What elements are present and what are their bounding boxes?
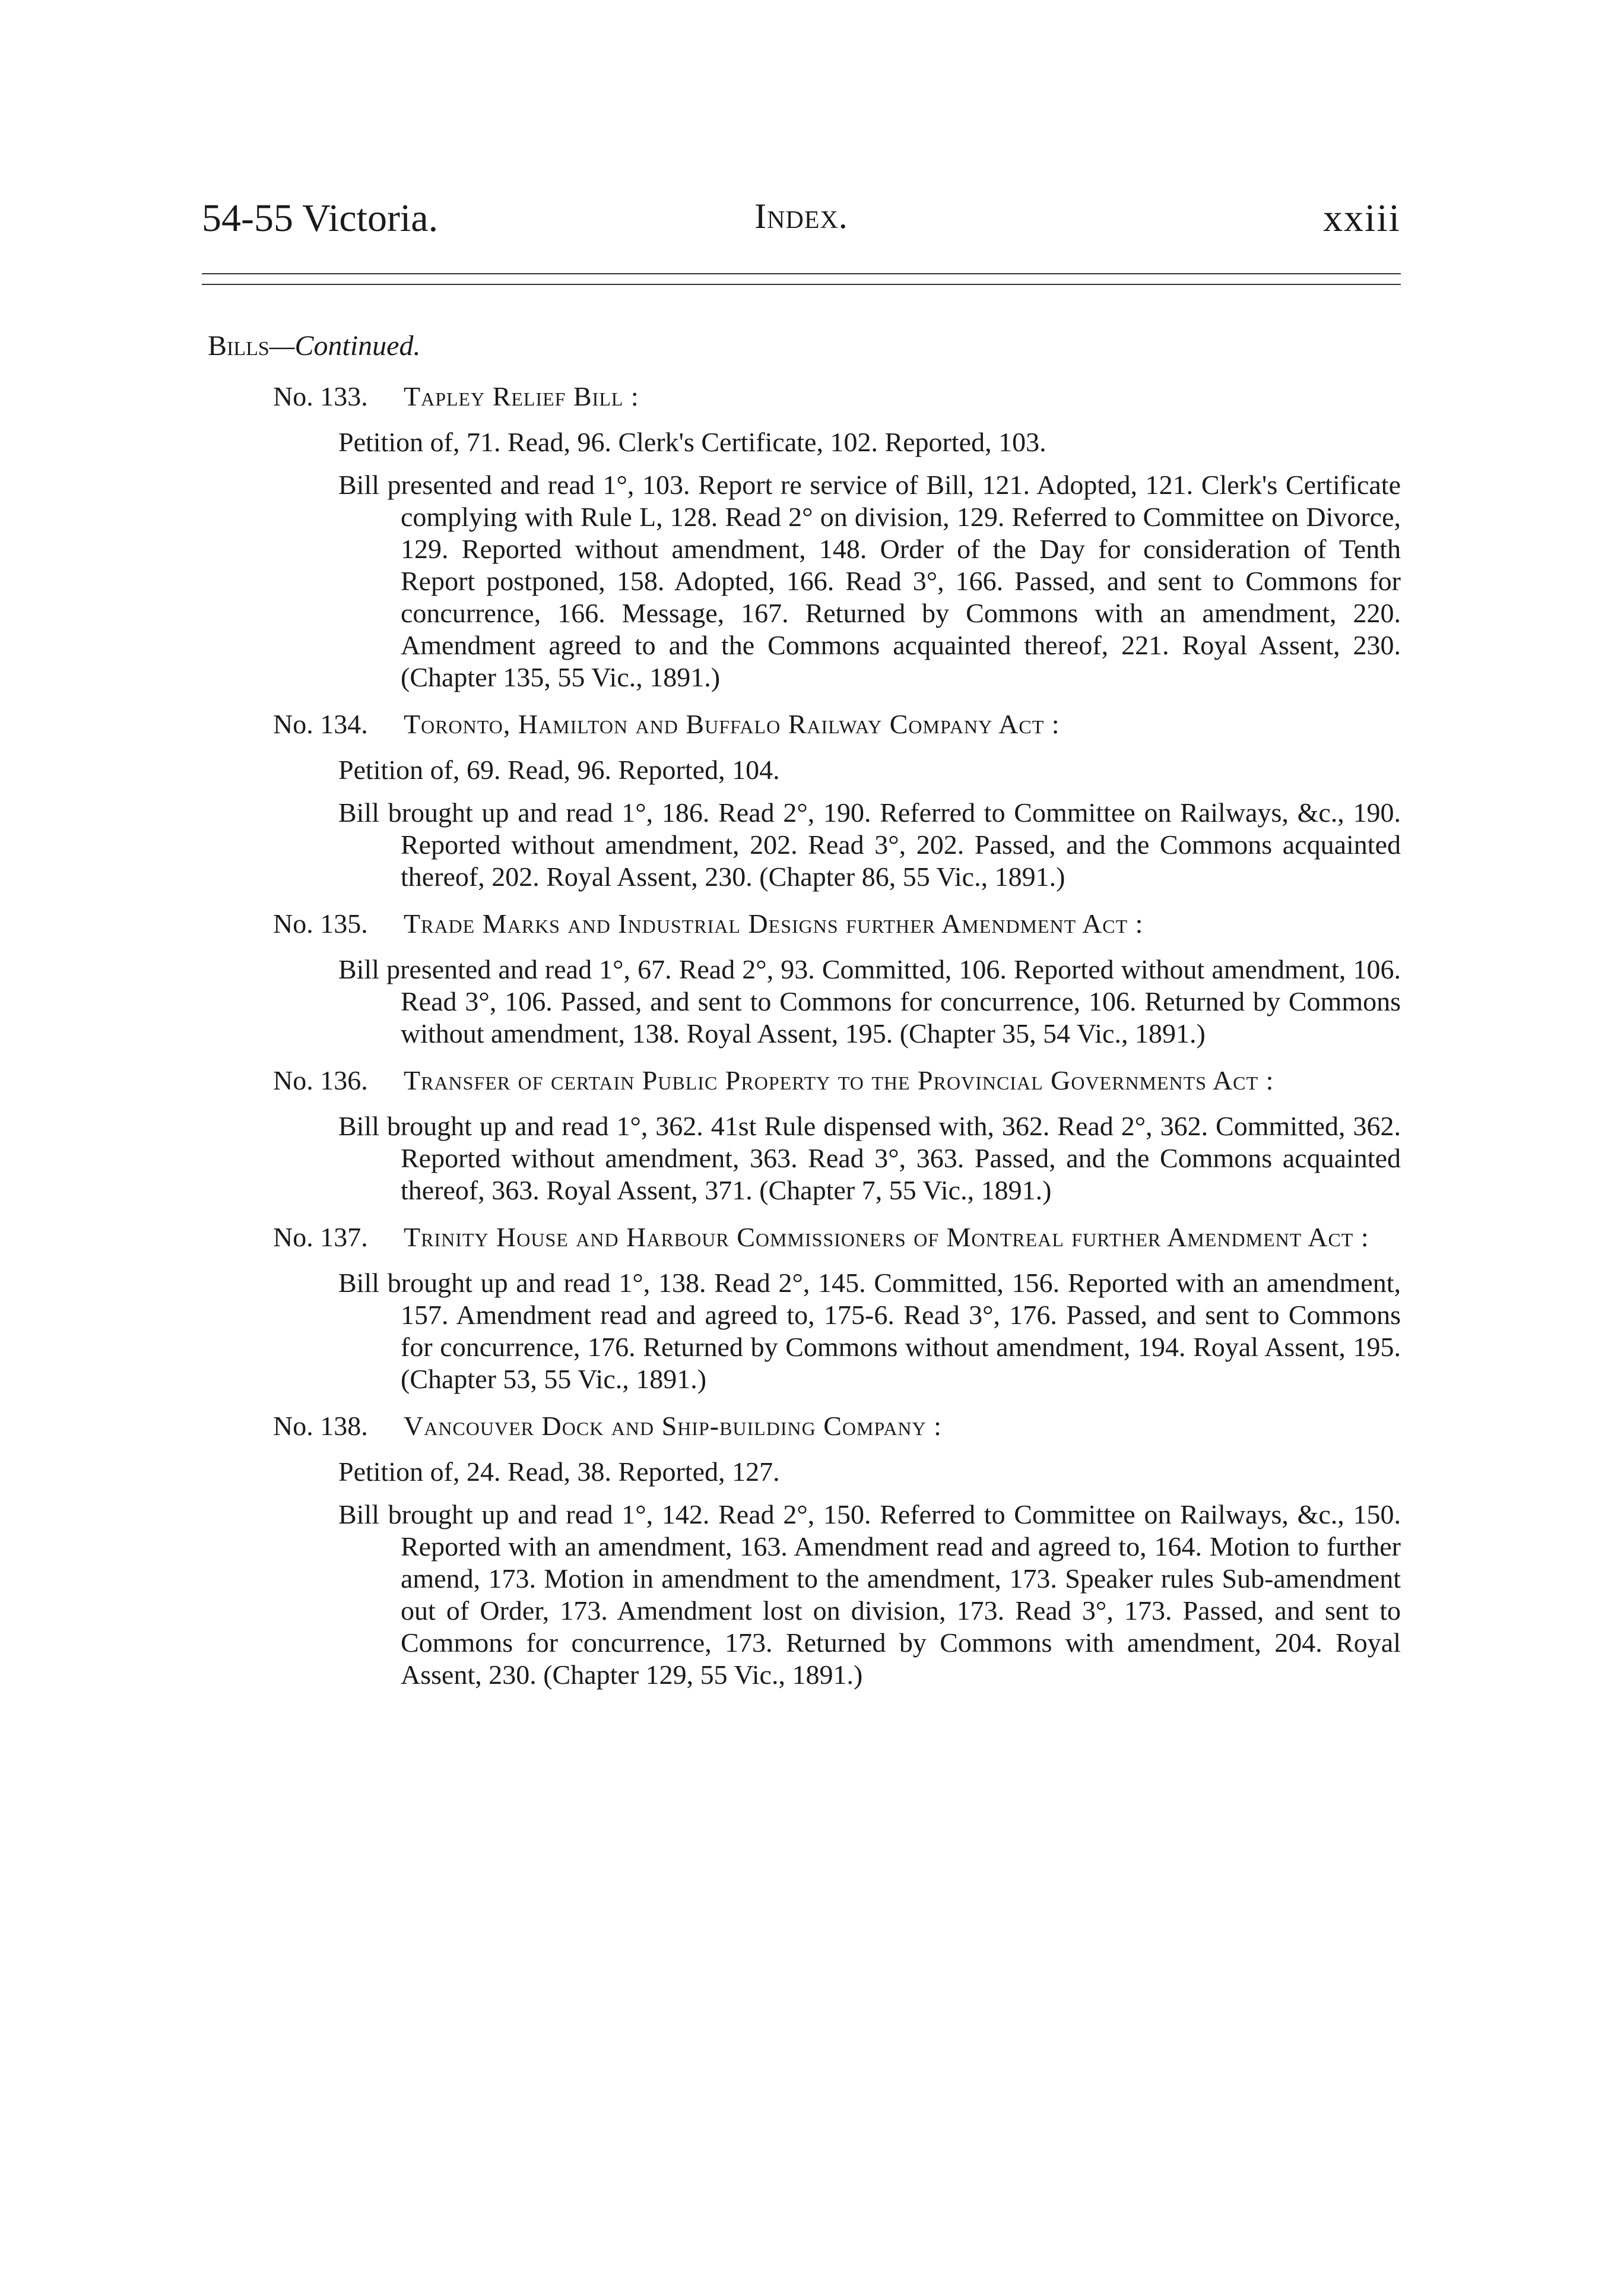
bill-title: Toronto, Hamilton and Buffalo Railway Company Act :: [404, 709, 1060, 739]
bill-paragraph: Bill presented and read 1°, 103. Report re service of Bill, 121. Adopted, 121. Clerk's Certificate complying with Rule L, 128. Read 2° on division, 129. Referred to Committee on Divorce, 129. Reported without amendment, 148. Order of the Day for consideration of Tenth Report postponed, 158. Adopted, 166. Read 3°, 166. Passed, and sent to Commons for concurrence, 166. Message, 167. Returned by Commons with an amendment, 220. Amendment agreed to and the Commons acquainted thereof, 221. Royal Assent, 230. (Chapter 135, 55 Vic., 1891.): [338, 470, 1401, 692]
bill-number: No. 133.: [273, 381, 368, 411]
bill-entries: [273, 380, 1401, 1705]
bill-paragraph: Bill brought up and read 1°, 186. Read 2°, 190. Referred to Committee on Railways, &c., 190. Reported without amendment, 202. Read 3°, 202. Passed, and the Commons acquainted thereof, 202. Royal Assent, 230. (Chapter 86, 55 Vic., 1891.): [338, 797, 1401, 892]
bill-heading: [273, 380, 1401, 413]
bill-entry: [273, 1064, 1401, 1206]
bill-paragraph: Petition of, 24. Read, 38. Reported, 127.: [338, 1456, 780, 1487]
bill-number: No. 135.: [273, 908, 368, 939]
bill-paragraph: Petition of, 71. Read, 96. Clerk's Certificate, 102. Reported, 103.: [338, 427, 1046, 457]
bill-paragraph: Petition of, 69. Read, 96. Reported, 104.: [338, 755, 780, 785]
bill-heading: [273, 1221, 1401, 1254]
header-rule-bottom: [202, 284, 1401, 285]
bill-paragraph: Bill brought up and read 1°, 142. Read 2°, 150. Referred to Committee on Railways, &c., 150. Reported with an amendment, 163. Amendment read and agreed to, 164. Motion to further amend, 173. Motion in amendment to the amendment, 173. Speaker rules Sub-amendment out of Order, 173. Amendment lost on division, 173. Read 3°, 173. Passed, and sent to Commons for concurrence, 173. Returned by Commons with amendment, 204. Royal Assent, 230. (Chapter 129, 55 Vic., 1891.): [338, 1499, 1401, 1690]
bill-number: No. 134.: [273, 709, 368, 739]
section-label: [208, 330, 420, 362]
bill-title: Trinity House and Harbour Commissioners of Montreal further Amendment Act :: [404, 1222, 1369, 1252]
bill-entry: [273, 1410, 1401, 1691]
bill-heading: [273, 1410, 1401, 1443]
bill-entry: [273, 708, 1401, 893]
running-head: [202, 196, 1401, 249]
bill-heading: [273, 907, 1401, 940]
bill-number: No. 138.: [273, 1411, 368, 1441]
bill-heading: [273, 708, 1401, 741]
bill-paragraph: Bill brought up and read 1°, 138. Read 2°, 145. Committed, 156. Reported with an amendment, 157. Amendment read and agreed to, 175-6. Read 3°, 176. Passed, and sent to Commons for concurrence, 176. Returned by Commons without amendment, 194. Royal Assent, 195. (Chapter 53, 55 Vic., 1891.): [338, 1268, 1401, 1394]
bill-paragraph: Bill brought up and read 1°, 362. 41st Rule dispensed with, 362. Read 2°, 362. Committed, 362. Reported without amendment, 363. Read 3°, 363. Passed, and the Commons acquainted thereof, 363. Royal Assent, 371. (Chapter 7, 55 Vic., 1891.): [338, 1111, 1401, 1205]
bill-entry: [273, 1221, 1401, 1395]
bill-title: Vancouver Dock and Ship-building Company :: [404, 1411, 942, 1441]
header-volume: 54-55 Victoria.: [202, 197, 439, 240]
bill-title: Tapley Relief Bill :: [404, 381, 639, 411]
bill-number: No. 136.: [273, 1065, 368, 1095]
bill-entry: [273, 380, 1401, 693]
bill-title: Transfer of certain Public Property to the Provincial Governments Act :: [404, 1065, 1274, 1095]
bill-heading: [273, 1064, 1401, 1097]
section-name: Bills: [208, 330, 269, 362]
header-rule-top: [202, 273, 1401, 274]
header-page-number: xxiii: [1322, 197, 1401, 240]
bill-entry: [273, 907, 1401, 1050]
bill-title: Trade Marks and Industrial Designs further Amendment Act :: [404, 908, 1144, 939]
section-continued: —Continued.: [269, 330, 421, 362]
header-title: Index.: [754, 197, 848, 236]
bill-number: No. 137.: [273, 1222, 368, 1252]
bill-paragraph: Bill presented and read 1°, 67. Read 2°, 93. Committed, 106. Reported without amendment, 106. Read 3°, 106. Passed, and sent to Commons for concurrence, 106. Returned by Commons without amendment, 138. Royal Assent, 195. (Chapter 35, 54 Vic., 1891.): [338, 954, 1401, 1049]
